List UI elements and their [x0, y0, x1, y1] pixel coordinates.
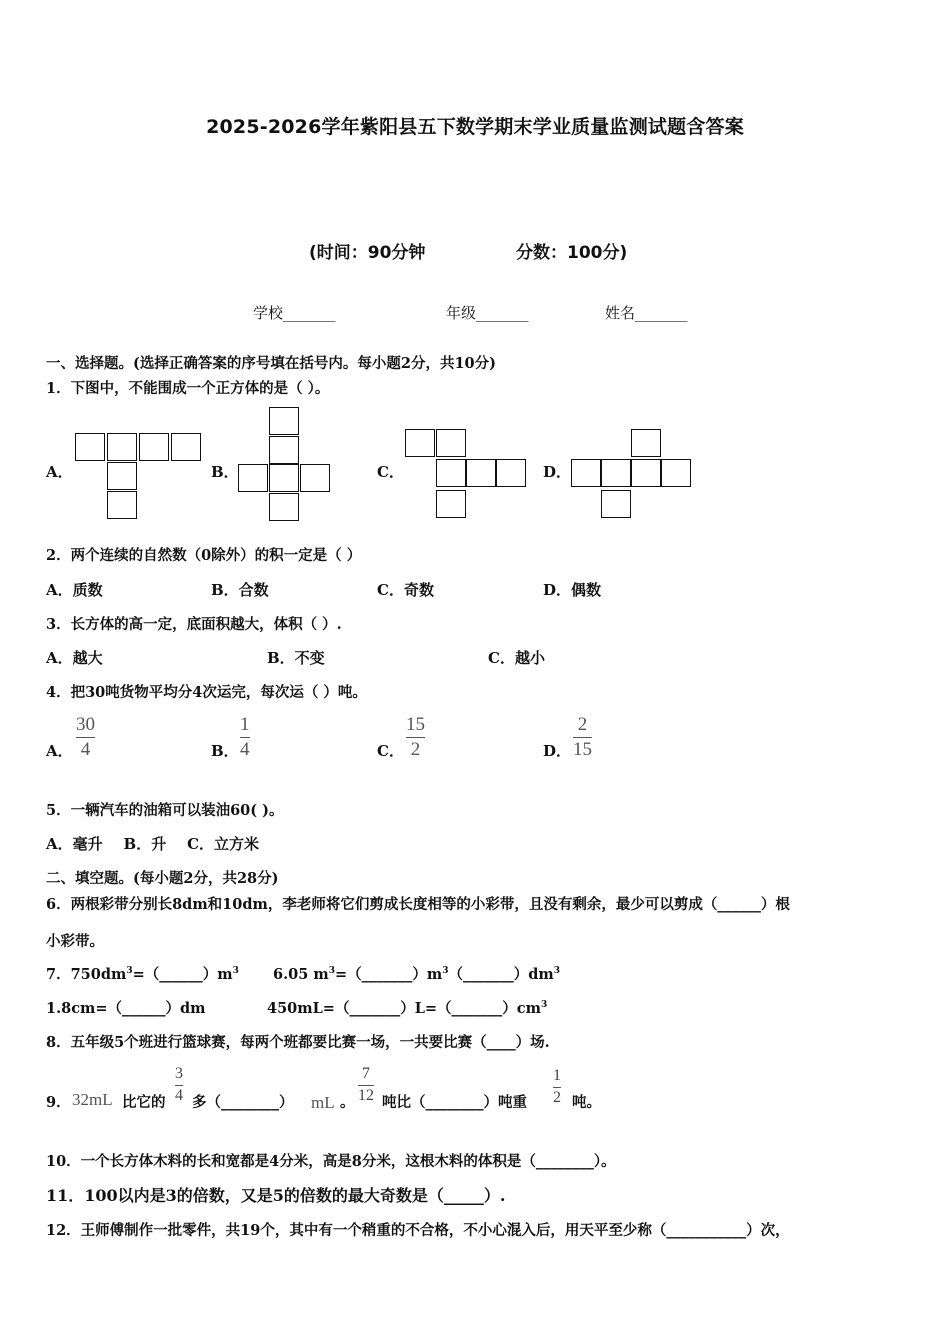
- grade-field[interactable]: 年级_______: [446, 304, 529, 322]
- section-2-heading: 二、填空题。(每小题2分，共28分): [46, 870, 279, 887]
- question-9-text-3: 。: [340, 1094, 355, 1111]
- question-4: 4．把30吨货物平均分4次运完，每次运（ ）吨。: [46, 684, 367, 701]
- question-12: 12．王师傅制作一批零件，共19个，其中有一个稍重的不合格，不小心混入后，用天平至少称（___________）次，: [46, 1222, 790, 1239]
- q2-option-b: B．合数: [211, 581, 269, 599]
- q1-option-a-label: A．: [46, 463, 73, 481]
- question-9-quantity: 32mL: [72, 1090, 113, 1109]
- q2-option-d: D．偶数: [543, 581, 602, 599]
- q2-option-a: A．质数: [46, 581, 103, 599]
- question-9-text-4: 吨比（________）吨重: [382, 1094, 527, 1111]
- q1-option-d-label: D．: [543, 463, 572, 481]
- question-10: 10．一个长方体木料的长和宽都是4分米，高是8分米，这根木料的体积是（________）。: [46, 1153, 616, 1170]
- question-9-fraction-1: 3 4: [175, 1065, 183, 1104]
- question-2: 2．两个连续的自然数（0除外）的积一定是（ ）: [46, 547, 362, 564]
- question-5: 5．一辆汽车的油箱可以装油60( )。: [46, 802, 284, 819]
- question-9-unit: mL: [311, 1093, 335, 1112]
- q3-option-a: A．越大: [46, 649, 103, 667]
- question-9-text-5: 吨。: [572, 1094, 601, 1111]
- question-9-number: 9．: [46, 1094, 71, 1111]
- question-9-fraction-2: 7 12: [358, 1065, 374, 1104]
- q4-option-a-label: A．: [46, 742, 73, 760]
- question-1: 1．下图中，不能围成一个正方体的是（ ）。: [46, 380, 330, 397]
- q2-option-c: C．奇数: [377, 581, 434, 599]
- question-9-text-1: 比它的: [122, 1094, 166, 1111]
- q5-options: A．毫升 B．升 C．立方米: [46, 835, 260, 853]
- q4-fraction-c: 15 2: [406, 714, 425, 760]
- q4-fraction-b: 1 4: [240, 714, 250, 760]
- q3-option-c: C．越小: [488, 649, 545, 667]
- page-title: 2025-2026学年紫阳县五下数学期末学业质量监测试题含答案: [206, 116, 744, 138]
- q4-option-c-label: C．: [377, 742, 404, 760]
- question-7-part-3: 1.8cm=（______）dm: [46, 1000, 206, 1017]
- score-label: 分数：100分): [516, 243, 628, 263]
- question-8: 8．五年级5个班进行篮球赛，每两个班都要比赛一场，一共要比赛（____）场.: [46, 1034, 550, 1051]
- question-7-part-4: $450mL=(\_\_\_\_\_\_\_)L=(\_\_\_\_\_\_\_)cm^3$: [267, 1000, 548, 1017]
- q1-option-b-label: B．: [211, 463, 239, 481]
- question-9-fraction-3: 1 2: [553, 1067, 561, 1106]
- question-9-text-2: 多（________）: [192, 1094, 294, 1111]
- question-6-line-2: 小彩带。: [46, 933, 104, 950]
- q1-option-c-label: C．: [377, 463, 404, 481]
- question-3: 3．长方体的高一定，底面积越大，体积（ ）.: [46, 616, 342, 633]
- q4-option-d-label: D．: [543, 742, 572, 760]
- q4-fraction-d: 2 15: [573, 714, 592, 760]
- q3-option-b: B．不变: [267, 649, 325, 667]
- section-1-heading: 一、选择题。(选择正确答案的序号填在括号内。每小题2分，共10分): [46, 355, 496, 372]
- question-6-line-1: 6．两根彩带分别长8dm和10dm，李老师将它们剪成长度相等的小彩带，且没有剩余，最少可以剪成（______）根: [46, 896, 790, 913]
- question-7-part-1: 7．$750dm^3=(\_\_\_\_\_\_)m^3$: [46, 966, 239, 983]
- q4-fraction-a: 30 4: [76, 714, 95, 760]
- school-field[interactable]: 学校_______: [253, 304, 336, 322]
- question-7-part-2: 6.05 $m^3=(\_\_\_\_\_\_\_)m^3(\_\_\_\_\_\_\_)dm^3$: [273, 966, 560, 983]
- q4-option-b-label: B．: [211, 742, 239, 760]
- name-field[interactable]: 姓名_______: [605, 304, 688, 322]
- question-11: 11．100以内是3的倍数，又是5的倍数的最大奇数是（_____）.: [46, 1186, 506, 1205]
- time-label: (时间：90分钟: [309, 243, 426, 263]
